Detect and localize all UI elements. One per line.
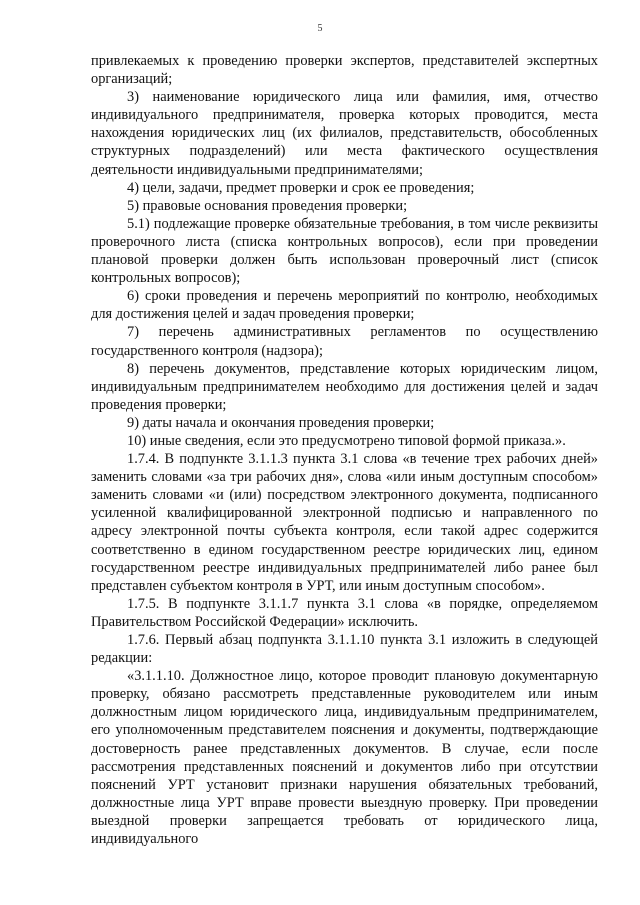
paragraph-item-10: 10) иные сведения, если это предусмотрено типовой формой приказа.». <box>127 432 566 449</box>
paragraph-continuation: привлекаемых к проведению проверки экспертов, представителей экспертных организаций; <box>91 53 598 88</box>
paragraph-clause-1-7-6: 1.7.6. Первый абзац подпункта 3.1.1.10 пункта 3.1 изложить в следующей редакции: <box>91 632 598 667</box>
paragraph-item-4: 4) цели, задачи, предмет проверки и срок ее проведения; <box>127 179 475 196</box>
paragraph-item-5-1: 5.1) подлежащие проверке обязательные требования, в том числе реквизиты проверочного листа (списка контрольных вопросов), если при проведении плановой проверки должен быть использован проверочный лист (список контрольных вопросов); <box>91 215 598 287</box>
paragraph-clause-1-7-4: 1.7.4. В подпункте 3.1.1.3 пункта 3.1 слова «в течение трех рабочих дней» заменить словами «за три рабочих дня», слова «или иным доступным способом» заменить словами «и (или) посредством электронного документа, подписанного усиленной квалифицированной электронной подписью и направленного по адресу электронной почты субъекта контроля, если такой адрес содержится соответственно в едином государственном реестре юридических лиц, едином государственном реестре индивидуальных предпринимателей либо ранее был представлен субъектом контроля в УРТ, или иным доступным способом». <box>91 451 598 594</box>
paragraph-clause-1-7-5: 1.7.5. В подпункте 3.1.1.7 пункта 3.1 слова «в порядке, определяемом Правительством Российской Федерации» исключить. <box>91 595 598 630</box>
paragraph-clause-3-1-1-10: «3.1.1.10. Должностное лицо, которое проводит плановую документарную проверку, обязано рассмотреть представленные руководителем или иным должностным лицом юридического лица, индивидуальным предпринимателем, его уполномоченным представителем пояснения и документы, подтверждающие достоверность ранее представленных документов. В случае, если после рассмотрения представленных пояснений и документов либо при отсутствии пояснений УРТ установит признаки нарушения обязательных требований, должностные лица УРТ вправе провести выездную проверку. При проведении выездной проверки запрещается требовать от юридического лица, индивидуального <box>91 668 598 848</box>
document-body <box>91 52 598 848</box>
paragraph-item-6: 6) сроки проведения и перечень мероприятий по контролю, необходимых для достижения целей и задач проведения проверки; <box>91 288 598 323</box>
paragraph-item-9: 9) даты начала и окончания проведения проверки; <box>127 414 435 431</box>
page-number: 5 <box>317 23 323 34</box>
paragraph-item-8: 8) перечень документов, представление которых юридическим лицом, индивидуальным предпринимателем необходимо для достижения целей и задач проведения проверки; <box>91 360 598 413</box>
paragraph-item-5: 5) правовые основания проведения проверки; <box>127 197 408 214</box>
paragraph-item-3: 3) наименование юридического лица или фамилия, имя, отчество индивидуального предпринимателя, проверка которых проводится, места нахождения юридических лиц (их филиалов, представительств, обособленных структурных подразделений) или места фактического осуществления деятельности индивидуальными предпринимателями; <box>91 89 598 178</box>
paragraph-item-7: 7) перечень административных регламентов по осуществлению государственного контроля (надзора); <box>91 324 598 359</box>
